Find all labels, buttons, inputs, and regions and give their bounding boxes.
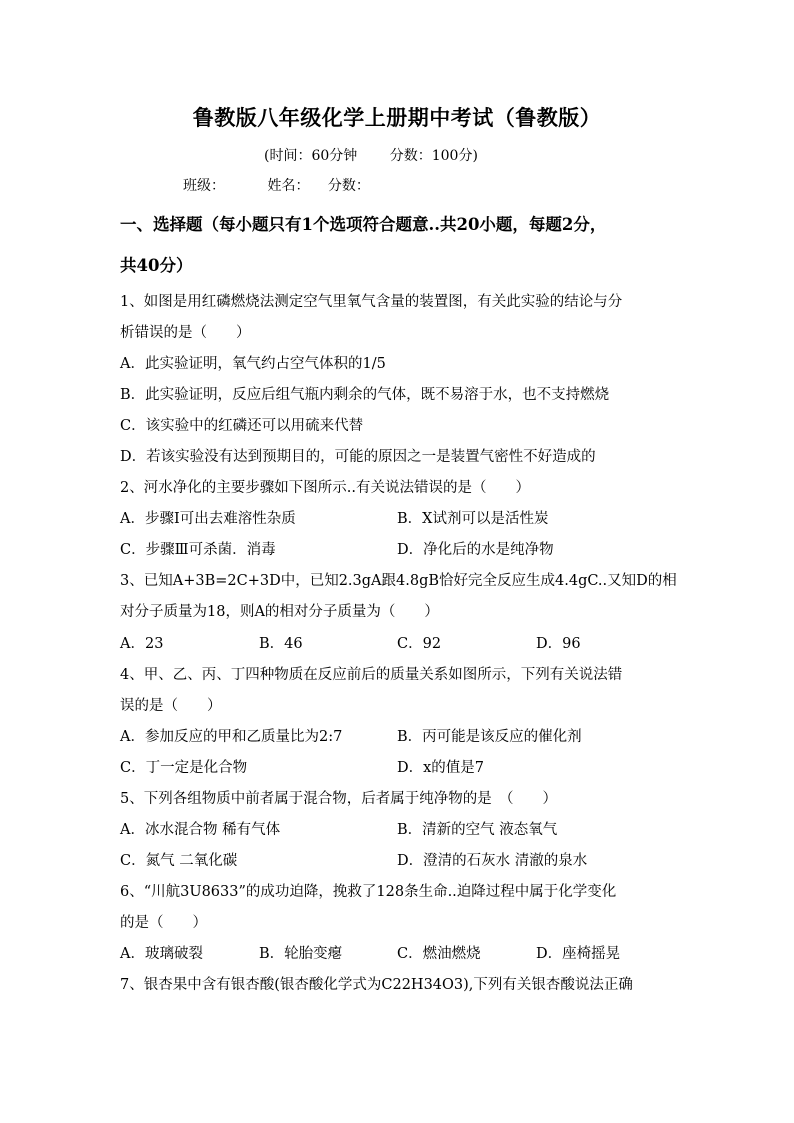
question-4-option-d: D．x的值是7 bbox=[397, 760, 485, 776]
exam-subtitle bbox=[264, 145, 506, 165]
name-label: 姓名： bbox=[267, 178, 310, 194]
score-label: 分数： bbox=[327, 178, 370, 194]
question-5-option-b: B．清新的空气 液态氧气 bbox=[397, 822, 558, 838]
section-heading-line-1: 一、选择题（每小题只有1个选项符合题意..共20小题，每题2分， bbox=[120, 215, 607, 234]
section-heading-line-2: 共40分） bbox=[120, 256, 193, 275]
question-6-stem-line-1: 6、“川航3U8633”的成功迫降，挽救了128条生命..迫降过程中属于化学变化 bbox=[120, 884, 617, 900]
question-6-option-b: B．轮胎变瘪 bbox=[259, 946, 343, 962]
student-info-line bbox=[183, 175, 370, 195]
question-2-option-c: C．步骤Ⅲ可杀菌．消毒 bbox=[120, 542, 276, 558]
question-3-option-b: B．46 bbox=[259, 636, 303, 652]
question-1-stem-line-1: 1、如图是用红磷燃烧法测定空气里氧气含量的装置图，有关此实验的结论与分 bbox=[120, 294, 623, 310]
question-6-option-c: C．燃油燃烧 bbox=[397, 946, 481, 962]
question-6-option-a: A．玻璃破裂 bbox=[120, 946, 203, 962]
question-3-option-a: A．23 bbox=[120, 636, 164, 652]
class-label: 班级： bbox=[183, 178, 225, 194]
question-1-option-b: B．此实验证明，反应后组气瓶内剩余的气体，既不易溶于水，也不支持燃烧 bbox=[120, 387, 610, 403]
question-5-option-d: D．澄清的石灰水 清澈的泉水 bbox=[397, 853, 588, 869]
question-4-stem-line-2: 误的是（ ） bbox=[120, 698, 222, 714]
question-3-stem-line-2: 对分子质量为18，则A的相对分子质量为（ ） bbox=[120, 604, 439, 620]
question-2-option-b: B．X试剂可以是活性炭 bbox=[397, 511, 549, 527]
question-5-option-c: C．氮气 二氧化碳 bbox=[120, 853, 238, 869]
question-4-option-b: B．丙可能是该反应的催化剂 bbox=[397, 729, 582, 745]
exam-total-score: 分数：100分) bbox=[389, 148, 478, 164]
exam-time: (时间：60分钟 bbox=[264, 148, 358, 164]
question-1-option-c: C．该实验中的红磷还可以用硫来代替 bbox=[120, 418, 364, 434]
question-5-option-a: A．冰水混合物 稀有气体 bbox=[120, 822, 281, 838]
question-3-option-d: D．96 bbox=[536, 636, 581, 652]
question-4-stem-line-1: 4、甲、乙、丙、丁四种物质在反应前后的质量关系如图所示，下列有关说法错 bbox=[120, 667, 623, 683]
question-3-stem-line-1: 3、已知A+3B=2C+3D中，已知2.3gA跟4.8gB恰好完全反应生成4.4gC..又知D的相 bbox=[120, 573, 677, 589]
question-6-stem-line-2: 的是（ ） bbox=[120, 915, 207, 931]
question-4-option-a: A．参加反应的甲和乙质量比为2:7 bbox=[120, 729, 343, 745]
question-7-stem-line-1: 7、银杏果中含有银杏酸(银杏酸化学式为C22H34O3),下列有关银杏酸说法正确 bbox=[120, 977, 633, 993]
question-1-stem-line-2: 析错误的是（ ） bbox=[120, 325, 251, 341]
question-2-option-d: D．净化后的水是纯净物 bbox=[397, 542, 554, 558]
question-5-stem: 5、下列各组物质中前者属于混合物，后者属于纯净物的是 （ ） bbox=[120, 791, 557, 807]
question-1-option-a: A．此实验证明，氧气约占空气体积的1/5 bbox=[120, 356, 386, 372]
question-2-option-a: A．步骤Ⅰ可出去难溶性杂质 bbox=[120, 511, 296, 527]
question-4-option-c: C．丁一定是化合物 bbox=[120, 760, 248, 776]
question-6-option-d: D．座椅摇晃 bbox=[536, 946, 621, 962]
question-2-stem: 2、河水净化的主要步骤如下图所示..有关说法错误的是（ ） bbox=[120, 480, 530, 496]
exam-title: 鲁教版八年级化学上册期中考试（鲁教版） bbox=[192, 105, 602, 130]
question-3-option-c: C．92 bbox=[397, 636, 442, 652]
question-1-option-d: D．若该实验没有达到预期目的，可能的原因之一是装置气密性不好造成的 bbox=[120, 449, 596, 465]
